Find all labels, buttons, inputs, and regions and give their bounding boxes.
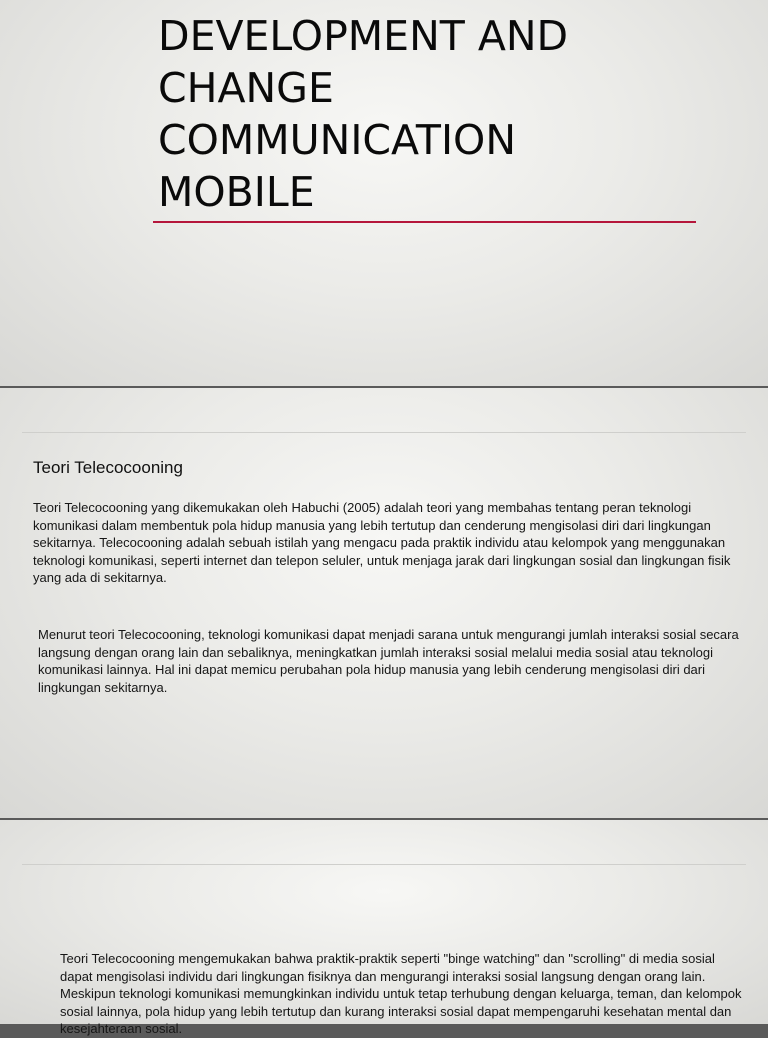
slide-title: [0, 0, 768, 386]
slide-top-divider: [22, 864, 746, 865]
paragraph-interaction: Menurut teori Telecocooning, teknologi komunikasi dapat menjadi sarana untuk mengurangi jumlah interaksi sosial secara langsung dengan orang lain dan sebaliknya, meningkatkan jumlah interaksi sosial melalui media sosial atau teknologi komunikasi lainnya. Hal ini dapat memicu perubahan pola hidup manusia yang lebih cenderung mengisolasi diri dari lingkungan sekitarnya.: [38, 627, 739, 695]
slide-binge-watching: [0, 820, 768, 1036]
slide-heading: Teori Telecocooning: [33, 458, 183, 477]
slide-teori-telecocooning: [0, 388, 768, 818]
title-accent-rule: [153, 221, 696, 223]
slide-title-heading: DEVELOPMENT AND CHANGE COMMUNICATION MOBILE: [158, 12, 569, 216]
paragraph-binge-watching: Teori Telecocooning mengemukakan bahwa praktik-praktik seperti "binge watching" dan "scrolling" di media sosial dapat mengisolasi individu dari lingkungan fisiknya dan mengurangi interaksi sosial langsung dengan orang lain. Meskipun teknologi komunikasi memungkinkan individu untuk tetap terhubung dengan keluarga, teman, dan kelompok sosial lainnya, pola hidup yang lebih tertutup dan kurang interaksi sosial dapat mempengaruhi kesehatan mental dan kesejahteraan sosial.: [60, 951, 742, 1036]
paragraph-definition: Teori Telecocooning yang dikemukakan oleh Habuchi (2005) adalah teori yang membahas tentang peran teknologi komunikasi dalam membentuk pola hidup manusia yang lebih tertutup dan cenderung mengisolasi diri dari lingkungan sekitarnya. Telecocooning adalah sebuah istilah yang mengacu pada praktik individu atau kelompok yang menggunakan teknologi komunikasi, seperti internet dan telepon seluler, untuk menjaga jarak dari lingkungan sosial dan lingkungan fisik yang ada di sekitarnya.: [33, 500, 731, 585]
slide-top-divider: [22, 432, 746, 433]
